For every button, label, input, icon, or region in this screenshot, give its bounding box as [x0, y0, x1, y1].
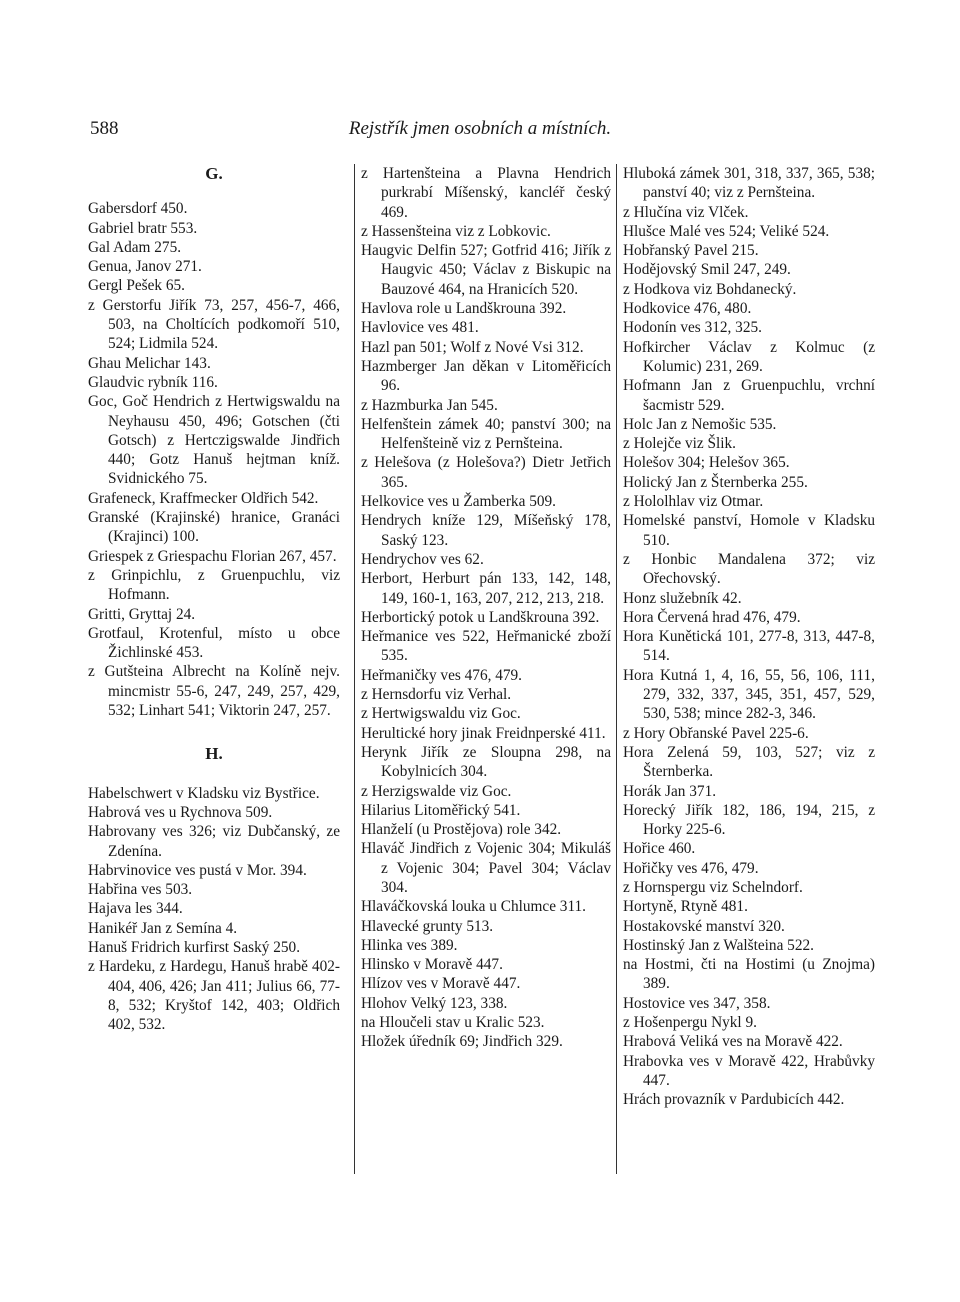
index-entry: Hluboká zámek 301, 318, 337, 365, 538; panství 40; viz z Pernšteina.	[623, 165, 875, 202]
index-entry: Hanuš Fridrich kurfirst Saský 250.	[88, 938, 301, 956]
index-entry: Gergl Pešek 65.	[88, 277, 186, 295]
index-entry: Holický Jan z Šternberka 255.	[623, 473, 808, 491]
index-entry: Hora Kutná 1, 4, 16, 55, 56, 106, 111, 279, 332, 337, 345, 351, 457, 529, 530, 538; mince 282-3, 346.	[623, 666, 875, 723]
index-entry: Honz služebník 42.	[623, 589, 742, 607]
index-column-1	[88, 164, 340, 1174]
index-entry: Hora Kunětická 101, 277-8, 313, 447-8, 514.	[623, 628, 875, 665]
index-entry: Granské (Krajinské) hranice, Granáci (Krajinci) 100.	[88, 509, 340, 546]
index-entry: Hora Zelená 59, 103, 527; viz z Šternberka.	[623, 743, 875, 781]
index-entry: Hendrych kníže 129, Míšeňský 178, Saský 123.	[361, 512, 611, 549]
index-entry: Gabriel bratr 553.	[88, 219, 198, 237]
letter-heading-h: H.	[205, 744, 223, 764]
index-entry: Hrabovka ves v Moravě 422, Hrabůvky 447.	[623, 1052, 875, 1089]
index-entry: Hobřanský Pavel 215.	[623, 242, 759, 260]
index-entry: Hodkovice 476, 480.	[623, 300, 752, 318]
index-entry: Herbort, Herburt pán 133, 142, 148, 149, 160-1, 163, 207, 212, 213, 218.	[361, 570, 611, 607]
index-entry: z Hololhlav viz Otmar.	[623, 493, 764, 511]
index-entry: Hlavecké grunty 513.	[361, 917, 494, 935]
index-entry: Haugvic Delfin 527; Gotfrid 416; Jiřík z Haugvic 450; Václav z Biskupic na Bauzové 464, na Hranicích 520.	[361, 242, 611, 298]
index-entry: Hofkircher Václav z Kolmuc (z Kolumic) 231, 269.	[623, 338, 875, 375]
index-entry: Habřina ves 503.	[88, 881, 193, 899]
index-entry: Hodonín ves 312, 325.	[623, 319, 762, 337]
index-entry: z Herzigswalde viz Goc.	[361, 782, 512, 800]
index-entry: Genua, Janov 271.	[88, 258, 202, 276]
index-entry: Gabersdorf 450.	[88, 200, 188, 218]
index-column-3	[616, 164, 875, 1174]
index-entry: Hořičky ves 476, 479.	[623, 859, 759, 877]
index-entry: z Hornspergu viz Schelndorf.	[623, 878, 803, 896]
index-entry: Hostovice ves 347, 358.	[623, 994, 771, 1012]
index-entry: Hendrychov ves 62.	[361, 550, 484, 568]
index-entry: Herynk Jiřík ze Sloupna 298, na Kobylnicích 304.	[361, 743, 611, 781]
index-entry: Hlaváčkovská louka u Chlumce 311.	[361, 898, 587, 916]
index-entry: Holešov 304; Helešov 365.	[623, 454, 790, 472]
index-entry: Hlušce Malé ves 524; Veliké 524.	[623, 222, 830, 240]
index-entry: Hazl pan 501; Wolf z Nové Vsi 312.	[361, 338, 584, 356]
index-entry: Habrovany ves 326; viz Dubčanský, ze Zdenína.	[88, 823, 340, 860]
entry-list-column-3	[623, 164, 875, 1110]
index-entry: Horák Jan 371.	[623, 782, 717, 800]
index-entry: z Honbic Mandalena 372; viz Ořechovský.	[623, 550, 875, 588]
index-entry: Hrabová Veliká ves na Moravě 422.	[623, 1033, 843, 1051]
index-entry: Hlanželí (u Prostějova) role 342.	[361, 821, 562, 839]
index-entry: Hazmberger Jan děkan v Litoměřicích 96.	[361, 357, 611, 395]
index-entry: Heřmanice ves 522, Heřmanické zboží 535.	[361, 628, 611, 665]
letter-heading-g: G.	[205, 164, 223, 183]
index-entry: Hložek úředník 69; Jindřich 329.	[361, 1033, 563, 1051]
index-entry: z Hlučína viz Vlček.	[623, 203, 749, 221]
index-entry: Ghau Melichar 143.	[88, 354, 211, 372]
index-entry: na Hostmi, čti na Hostimi (u Znojma) 389.	[623, 956, 875, 993]
index-entry: Hodějovský Smil 247, 249.	[623, 261, 791, 279]
entry-list-column-2	[361, 164, 611, 1052]
index-entry: Hajava les 344.	[88, 900, 183, 918]
index-entry: Helfenštein zámek 40; panství 300; na Helfenšteině viz z Pernšteina.	[361, 415, 611, 453]
index-entry: z Hazmburka Jan 545.	[361, 396, 498, 414]
index-entry: z Hertwigswaldu viz Goc.	[361, 705, 521, 723]
index-entry: Havlovice ves 481.	[361, 319, 479, 337]
index-entry: Habrová ves u Rychnova 509.	[88, 803, 273, 821]
index-entry: z Hartenšteina a Plavna Hendrich purkrabí Míšenský, kancléř český 469.	[361, 165, 611, 221]
index-entry: Heřmaničky ves 476, 479.	[361, 666, 523, 684]
index-entry: Griespek z Griespachu Florian 267, 457.	[88, 547, 337, 565]
index-entry: Gritti, Gryttaj 24.	[88, 605, 196, 623]
index-entry: z Helešova (z Holešova?) Dietr Jetřich 365.	[361, 454, 611, 491]
index-entry: z Hošenpergu Nykl 9.	[623, 1014, 757, 1032]
index-entry: Hlízov ves v Moravě 447.	[361, 975, 521, 993]
index-entry: Grotfaul, Krotenful, místo u obce Žichlinské 453.	[88, 624, 340, 662]
page-header	[90, 118, 870, 148]
index-entry: Hora Červená hrad 476, 479.	[623, 608, 801, 626]
index-entry: Hanikéř Jan z Semína 4.	[88, 919, 238, 937]
index-columns	[88, 164, 875, 1184]
index-entry: z Hodkova viz Bohdanecký.	[623, 280, 797, 298]
index-entry: Hořice 460.	[623, 840, 696, 858]
index-entry: Habelschwert v Kladsku viz Bystřice.	[88, 784, 320, 802]
index-entry: Hilarius Litoměřický 541.	[361, 801, 521, 819]
index-entry: Hlinsko v Moravě 447.	[361, 956, 503, 974]
index-entry: Hlinka ves 389.	[361, 936, 458, 954]
index-entry: z Gutšteina Albrecht na Kolíně nejv. mincmistr 55-6, 247, 249, 257, 429, 532; Linhart 541; Viktorin 247, 257.	[88, 663, 340, 720]
index-entry: Grafeneck, Kraffmecker Oldřich 542.	[88, 489, 319, 507]
index-entry: Horecký Jiřík 182, 186, 194, 215, z Horky 225-6.	[623, 801, 875, 839]
index-entry: Havlova role u Landškrouna 392.	[361, 300, 567, 318]
index-entry: Herultické hory jinak Freidnperské 411.	[361, 724, 606, 742]
index-entry: z Hassenšteina viz z Lobkovic.	[361, 222, 551, 240]
index-entry: z Grinpichlu, z Gruenpuchlu, viz Hofmann.	[88, 566, 340, 604]
index-entry: Helkovice ves u Žamberka 509.	[361, 493, 556, 511]
index-entry: z Hardeku, z Hardegu, Hanuš hrabě 402-404, 406, 426; Jan 411; Julius 66, 77-8, 532; Kryštof 142, 403; Oldřich 402, 532.	[88, 958, 340, 1034]
index-entry: Habrvinovice ves pustá v Mor. 394.	[88, 861, 307, 879]
index-entry: Hostakovské manství 320.	[623, 917, 785, 935]
index-entry: Goc, Goč Hendrich z Hertwigswaldu na Neyhausu 450, 496; Gotschen (čti Gotsch) z Hertczigswalde Jindřich 440; Gotz Hanuš hejtman kníž. Svidnického 75.	[88, 393, 340, 488]
index-entry: Hrách provazník v Pardubicích 442.	[623, 1091, 845, 1109]
index-entry: Homelské panství, Homole v Kladsku 510.	[623, 512, 875, 549]
index-entry: na Hloučeli stav u Kralic 523.	[361, 1014, 545, 1032]
index-entry: Herbortický potok u Landškrouna 392.	[361, 608, 600, 626]
index-entry: Hlaváč Jindřich z Vojenic 304; Mikuláš z Vojenic 304; Pavel 304; Václav 304.	[361, 840, 611, 896]
index-entry: Hlohov Velký 123, 338.	[361, 994, 508, 1012]
entry-list-g	[88, 199, 340, 720]
index-entry: z Holejče viz Šlik.	[623, 435, 736, 453]
page-number: 588	[90, 118, 119, 139]
index-entry: z Hernsdorfu viz Verhal.	[361, 686, 512, 704]
index-entry: Gal Adam 275.	[88, 238, 182, 256]
index-entry: Hortyně, Rtyně 481.	[623, 898, 748, 916]
entry-list-h	[88, 784, 340, 1035]
running-title: Rejstřík jmen osobních a místních.	[348, 118, 612, 139]
index-entry: Holc Jan z Nemošic 535.	[623, 415, 777, 433]
index-column-2	[354, 164, 611, 1174]
index-entry: z Gerstorfu Jiřík 73, 257, 456-7, 466, 503, na Choltících podkomoří 510, 524; Lidmila 524.	[88, 296, 340, 353]
index-entry: z Hory Obřanské Pavel 225-6.	[623, 724, 809, 742]
index-entry: Glaudvic rybník 116.	[88, 373, 218, 391]
index-entry: Hostinský Jan z Walšteina 522.	[623, 936, 814, 954]
index-entry: Hofmann Jan z Gruenpuchlu, vrchní šacmistr 529.	[623, 377, 875, 414]
